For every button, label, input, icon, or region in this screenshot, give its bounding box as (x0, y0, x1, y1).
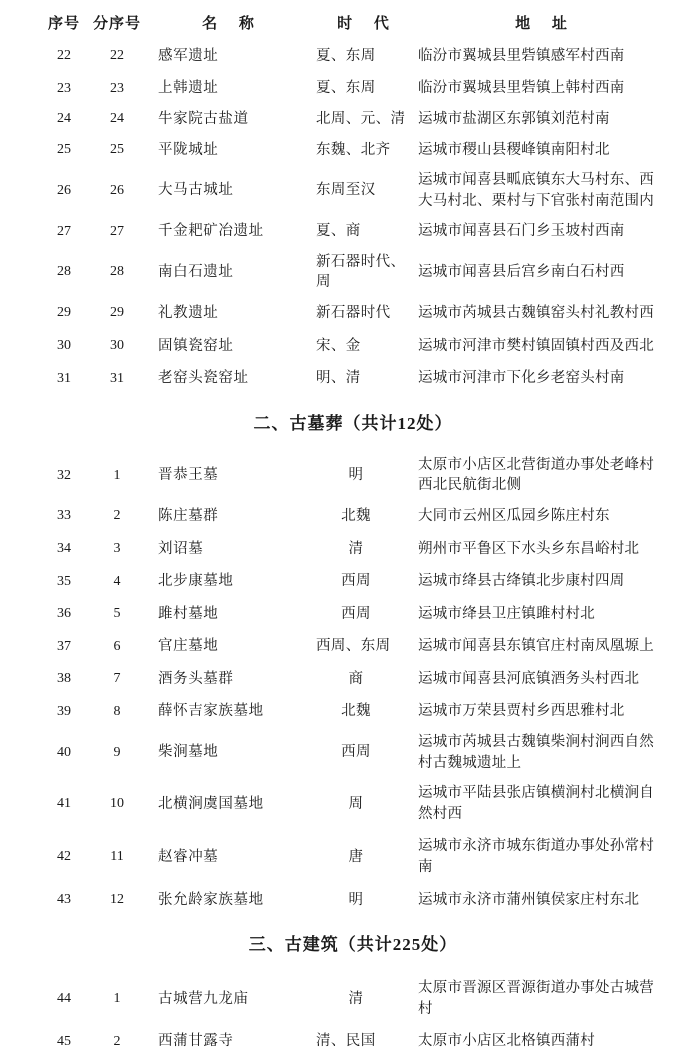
table-row (38, 248, 668, 297)
cell-subseq: 23 (110, 80, 124, 96)
cell-era: 周 (348, 795, 364, 812)
cell-subseq: 28 (110, 264, 124, 280)
cell-subseq: 27 (110, 223, 124, 239)
column-header-address: 地 址 (515, 16, 576, 32)
cell-name: 柴涧墓地 (158, 744, 219, 761)
cell-seq: 39 (57, 703, 71, 719)
column-header-era: 时 代 (337, 16, 398, 32)
table-row (38, 1025, 668, 1058)
cell-seq: 44 (57, 990, 71, 1006)
cell-era: 北魏 (341, 508, 371, 525)
table-header (38, 0, 668, 40)
cell-name: 晋恭王墓 (158, 467, 219, 484)
cell-address: 运城市闻喜县石门乡玉坡村西南 (418, 223, 625, 240)
cell-era: 清 (348, 990, 364, 1007)
cell-address: 临汾市翼城县里砦镇上韩村西南 (418, 80, 625, 97)
cell-seq: 37 (57, 638, 71, 654)
table-row (38, 630, 668, 663)
table-row (38, 451, 668, 500)
cell-name: 雎村墓地 (158, 605, 219, 622)
table-row (38, 40, 668, 73)
cell-seq: 26 (57, 182, 71, 198)
cell-address: 太原市小店区北营街道办事处老峰村西北民航街北侧 (418, 456, 654, 494)
cell-era: 东周至汉 (316, 182, 376, 199)
cell-name: 北横涧虞国墓地 (158, 795, 264, 812)
cell-subseq: 25 (110, 141, 124, 157)
cell-era: 新石器时代 (316, 305, 391, 321)
cell-name: 张允龄家族墓地 (158, 891, 264, 908)
cell-subseq: 8 (113, 703, 121, 719)
cell-era: 西周 (341, 573, 371, 590)
cell-era: 明 (348, 467, 364, 484)
cell-name: 西蒲甘露寺 (158, 1033, 234, 1050)
table-row (38, 134, 668, 167)
cell-era: 明、清 (316, 370, 361, 387)
cell-subseq: 30 (110, 337, 124, 353)
cell-address: 运城市平陆县张店镇横涧村北横涧自然村西 (418, 785, 654, 822)
cell-era: 商 (348, 670, 364, 687)
table-row (38, 500, 668, 533)
cell-name: 刘诏墓 (158, 540, 204, 557)
cell-name: 古城营九龙庙 (158, 990, 249, 1007)
cell-seq: 45 (57, 1033, 71, 1049)
cell-name: 固镇瓷窑址 (158, 337, 234, 354)
table-row (38, 972, 668, 1025)
cell-subseq: 3 (113, 540, 121, 556)
cell-address: 运城市盐湖区东郭镇刘范村南 (418, 110, 610, 127)
cell-address: 运城市河津市下化乡老窑头村南 (418, 370, 625, 387)
cell-seq: 35 (57, 573, 71, 589)
table-row (38, 105, 668, 134)
cell-seq: 25 (57, 141, 71, 157)
cell-era: 夏、东周 (316, 80, 376, 97)
cell-seq: 42 (57, 849, 71, 865)
section-heading: 二、古墓葬（共计12处） (253, 413, 453, 433)
cell-era: 东魏、北齐 (316, 141, 391, 158)
cell-address: 大同市云州区瓜园乡陈庄村东 (418, 508, 610, 525)
section-heading-row (38, 395, 668, 451)
cell-seq: 40 (57, 744, 71, 760)
table-body (38, 40, 668, 1058)
cell-seq: 27 (57, 223, 71, 239)
cell-subseq: 24 (110, 111, 124, 127)
heritage-listing-table (38, 0, 668, 1058)
cell-name: 上韩遗址 (158, 80, 219, 97)
table-row (38, 330, 668, 363)
cell-seq: 29 (57, 305, 71, 321)
cell-seq: 22 (57, 48, 71, 64)
cell-era: 西周 (341, 605, 371, 622)
cell-address: 运城市河津市樊村镇固镇村西及西北 (418, 337, 654, 354)
cell-address: 运城市永济市蒲州镇侯家庄村东北 (418, 891, 640, 908)
cell-name: 礼教遗址 (158, 305, 219, 321)
cell-address: 运城市芮城县古魏镇窑头村礼教村西 (418, 305, 654, 321)
cell-address: 运城市闻喜县东镇官庄村南凤凰塬上 (418, 638, 654, 655)
cell-name: 陈庄墓群 (158, 508, 219, 525)
table-row (38, 728, 668, 777)
table-row (38, 663, 668, 696)
cell-name: 酒务头墓群 (158, 670, 234, 687)
cell-era: 北魏 (341, 703, 371, 720)
cell-era: 清 (348, 540, 364, 557)
cell-seq: 34 (57, 540, 71, 556)
cell-subseq: 4 (113, 573, 121, 589)
cell-name: 感军遗址 (158, 47, 219, 64)
cell-subseq: 1 (113, 990, 121, 1006)
cell-address: 运城市芮城县古魏镇柴涧村涧西自然村古魏城遗址上 (418, 734, 654, 771)
section-heading: 三、古建筑（共计225处） (248, 935, 458, 955)
cell-address: 运城市绛县古绛镇北步康村四周 (418, 573, 625, 590)
column-header-name: 名 称 (202, 16, 263, 32)
cell-era: 唐 (348, 848, 364, 865)
cell-era: 西周、东周 (316, 638, 391, 655)
cell-address: 运城市闻喜县后宫乡南白石村西 (418, 264, 625, 281)
table-row (38, 598, 668, 631)
cell-name: 牛家院古盐道 (158, 110, 249, 127)
table-header-row (38, 0, 668, 40)
table-row (38, 695, 668, 728)
cell-name: 大马古城址 (158, 182, 234, 199)
table-row (38, 533, 668, 566)
cell-subseq: 9 (113, 744, 121, 760)
cell-era: 清、民国 (316, 1033, 376, 1050)
cell-era: 新石器时代、周 (316, 253, 406, 291)
cell-seq: 31 (57, 370, 71, 386)
cell-name: 赵睿冲墓 (158, 848, 219, 865)
table-row (38, 72, 668, 105)
cell-subseq: 5 (113, 606, 121, 622)
table-row (38, 362, 668, 395)
cell-seq: 23 (57, 80, 71, 96)
cell-era: 夏、东周 (316, 47, 376, 64)
table-row (38, 830, 668, 883)
table-row (38, 166, 668, 215)
column-header-seq: 序号 (47, 16, 80, 32)
cell-subseq: 26 (110, 182, 124, 198)
cell-address: 临汾市翼城县里砦镇感军村西南 (418, 47, 625, 64)
cell-seq: 36 (57, 606, 71, 622)
cell-era: 北周、元、清 (316, 110, 406, 127)
table-row (38, 777, 668, 830)
cell-era: 宋、金 (316, 337, 361, 354)
cell-address: 运城市闻喜县河底镇酒务头村西北 (418, 670, 640, 687)
cell-address: 朔州市平鲁区下水头乡东昌峪村北 (418, 540, 640, 557)
column-header-subseq: 分序号 (92, 16, 141, 32)
cell-subseq: 6 (113, 638, 121, 654)
cell-seq: 43 (57, 891, 71, 907)
cell-seq: 41 (57, 795, 71, 811)
cell-address: 运城市万荣县贾村乡西思雅村北 (418, 703, 625, 720)
cell-address: 运城市稷山县稷峰镇南阳村北 (418, 141, 610, 158)
cell-subseq: 29 (110, 305, 124, 321)
cell-subseq: 1 (113, 467, 121, 483)
cell-name: 老窑头瓷窑址 (158, 370, 249, 387)
cell-address: 运城市绛县卫庄镇雎村村北 (418, 605, 595, 622)
table-row (38, 297, 668, 330)
cell-seq: 24 (57, 111, 71, 127)
cell-subseq: 7 (113, 671, 121, 687)
table-row (38, 215, 668, 248)
cell-subseq: 2 (113, 508, 121, 524)
cell-seq: 38 (57, 671, 71, 687)
cell-name: 北步康墓地 (158, 573, 234, 590)
cell-era: 夏、商 (316, 223, 361, 240)
cell-address: 运城市永济市城东街道办事处孙常村南 (418, 838, 654, 875)
cell-seq: 33 (57, 508, 71, 524)
cell-name: 平陇城址 (158, 141, 219, 158)
cell-subseq: 22 (110, 48, 124, 64)
cell-era: 西周 (341, 744, 371, 761)
cell-seq: 32 (57, 467, 71, 483)
cell-subseq: 10 (110, 795, 124, 811)
table-row (38, 884, 668, 917)
cell-seq: 28 (57, 264, 71, 280)
cell-subseq: 2 (113, 1033, 121, 1049)
cell-subseq: 11 (110, 849, 124, 865)
cell-era: 明 (348, 891, 364, 908)
cell-name: 千金耙矿冶遗址 (158, 223, 264, 240)
cell-name: 官庄墓地 (158, 638, 219, 655)
cell-address: 太原市晋源区晋源街道办事处古城营村 (418, 980, 654, 1017)
cell-address: 太原市小店区北格镇西蒲村 (418, 1033, 595, 1050)
cell-subseq: 31 (110, 370, 124, 386)
cell-seq: 30 (57, 337, 71, 353)
section-heading-row (38, 916, 668, 972)
cell-name: 南白石遗址 (158, 264, 234, 281)
cell-subseq: 12 (110, 891, 124, 907)
table-row (38, 565, 668, 598)
cell-address: 运城市闻喜县畖底镇东大马村东、西大马村北、栗村与下官张村南范围内 (418, 172, 654, 209)
cell-name: 薛怀吉家族墓地 (158, 703, 264, 720)
